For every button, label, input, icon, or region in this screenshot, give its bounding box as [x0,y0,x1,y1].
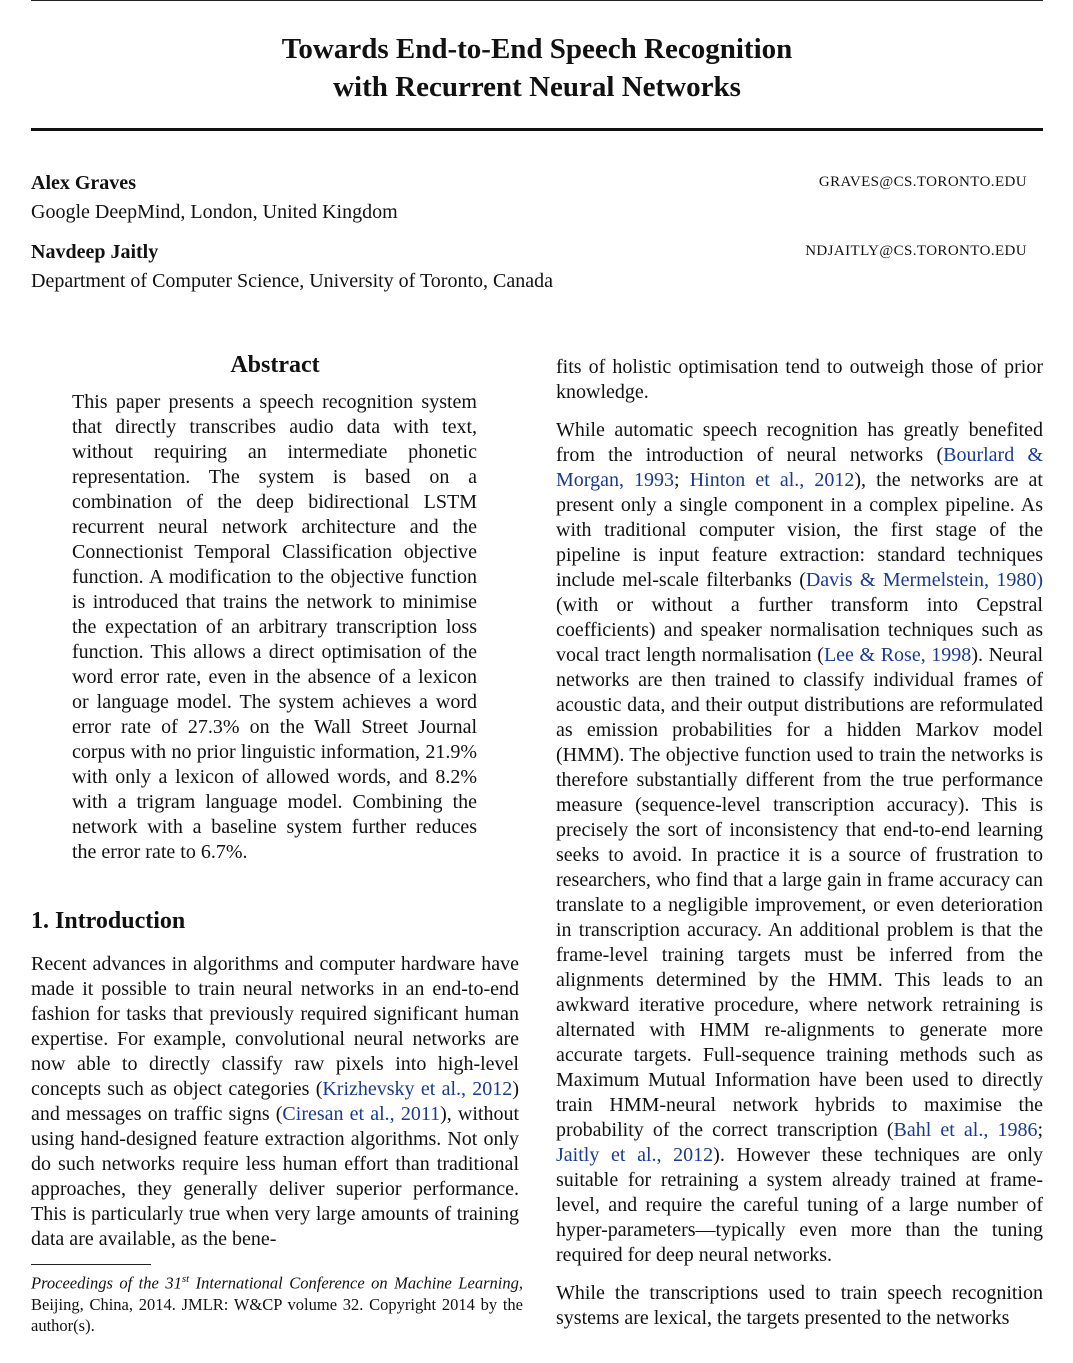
text-run: ). However these techniques are only suitable for retraining a system already trained at frame-level, and require the careful tuning of a large number of hyper-parameters—typically even more than the tuning required for deep neural networks. [556,1144,1043,1266]
author-email: GRAVES@CS.TORONTO.EDU [818,174,1027,190]
author-block-2 [31,241,1027,293]
text-run: ) and messages on traffic signs ( [31,1078,519,1125]
left-column-body [31,952,519,1252]
title-line-2: with Recurrent Neural Networks [333,71,741,103]
citation-link[interactable]: Lee & Rose, 1998 [823,644,972,666]
section-heading-introduction: 1. Introduction [31,908,186,934]
title-line-1: Towards End-to-End Speech Recognition [281,33,793,65]
intro-paragraph-1 [31,952,519,1252]
top-rule [31,0,1043,1]
citation-link[interactable]: Bahl et al., 1986 [893,1119,1038,1141]
footnote-proc: Proceedings of the 31 [31,1273,182,1293]
citation-link[interactable]: Bourlard & Morgan, 1993 [556,444,1043,491]
abstract-heading: Abstract [230,352,320,378]
author-affiliation: Google DeepMind, London, United Kingdom [31,201,398,223]
citation-link[interactable]: Hinton et al., 2012 [689,469,855,491]
intro-paragraph-2 [556,418,1043,1268]
citation-link[interactable]: Davis & Mermelstein, 1980) [805,569,1043,591]
text-run: While automatic speech recognition has greatly benefited from the introduction of neural networks ( [556,419,1043,466]
paper-title [31,30,1043,106]
footnote-conf: International Conference on Machine Learning [189,1273,519,1293]
author-affiliation: Department of Computer Science, University of Toronto, Canada [31,270,553,292]
footnote-rule [31,1264,151,1265]
title-rule [31,128,1043,131]
text-run: ; [674,469,690,491]
footnote-rest: , Beijing, China, 2014. JMLR: W&CP volume 32. Copyright 2014 by the author(s). [31,1273,523,1335]
text-run: Recent advances in algorithms and computer hardware have made it possible to train neural networks in an end-to-end fashion for tasks that previously required significant human expertise. For example, convolutional neural networks are now able to directly classify raw pixels into high-level concepts such as object categories ( [31,953,519,1100]
abstract-text: This paper presents a speech recognition system that directly transcribes audio data with text, without requiring an intermediate phonetic representation. The system is based on a combination of the deep bidirectional LSTM recurrent neural network architecture and the Connectionist Temporal Classification objective function. A modification to the objective function is introduced that trains the network to minimise the expectation of an arbitrary transcription loss function. This allows a direct optimisation of the word error rate, even in the absence of a lexicon or language model. The system achieves a word error rate of 27.3% on the Wall Street Journal corpus with no prior linguistic information, 21.9% with only a lexicon of allowed words, and 8.2% with a trigram language model. Combining the network with a baseline system further reduces the error rate to 6.7%. [72,391,477,863]
citation-link[interactable]: Krizhevsky et al., 2012 [322,1078,513,1100]
text-run: ), without using hand-designed feature extraction algorithms. Not only do such networks require less human effort than traditional approaches, they generally deliver superior performance. This is particularly true when very large amounts of training data are available, as the bene- [31,1103,519,1250]
citation-link[interactable]: Jaitly et al., 2012 [556,1144,714,1166]
author-name: Alex Graves [31,172,136,194]
intro-paragraph-continued: fits of holistic optimisation tend to outweigh those of prior knowledge. [556,356,1043,403]
footnote-sup: st [181,1273,190,1285]
author-name: Navdeep Jaitly [31,241,159,263]
author-email: NDJAITLY@CS.TORONTO.EDU [805,243,1027,259]
text-run: ). Neural networks are then trained to classify individual frames of acoustic data, and their output distributions are reformulated as emission probabilities for a hidden Markov model (HMM). The objective function used to train the networks is therefore substantially different from the true performance measure (sequence-level transcription accuracy). This is precisely the sort of inconsistency that end-to-end learning seeks to avoid. In practice it is a source of frustration to researchers, who find that a large gain in frame accuracy can translate to a negligible improvement, or even deterioration in transcription accuracy. An additional problem is that the frame-level training targets must be inferred from the alignments determined by the HMM. This leads to an awkward iterative procedure, where network retraining is alternated with HMM re-alignments to generate more accurate targets. Full-sequence training methods such as Maximum Mutual Information have been used to directly train HMM-neural network hybrids to maximise the probability of the correct transcription ( [556,644,1044,1141]
citation-link[interactable]: Ciresan et al., 2011 [282,1103,441,1125]
intro-paragraph-3: While the transcriptions used to train speech recognition systems are lexical, the targets presented to the networks [556,1282,1043,1329]
author-block-1 [31,172,1027,224]
footnote-proceedings [31,1269,523,1336]
text-run: ; [1037,1119,1044,1141]
right-column-body [556,355,1043,1331]
text-run: (with or without a further transform into Cepstral coefficients) and speaker normalisation techniques such as vocal tract length normalisation ( [556,594,1043,666]
text-run: ), the networks are at present only a single component in a complex pipeline. As with traditional computer vision, the first stage of the pipeline is input feature extraction: standard techniques include mel-scale filterbanks ( [556,469,1043,591]
